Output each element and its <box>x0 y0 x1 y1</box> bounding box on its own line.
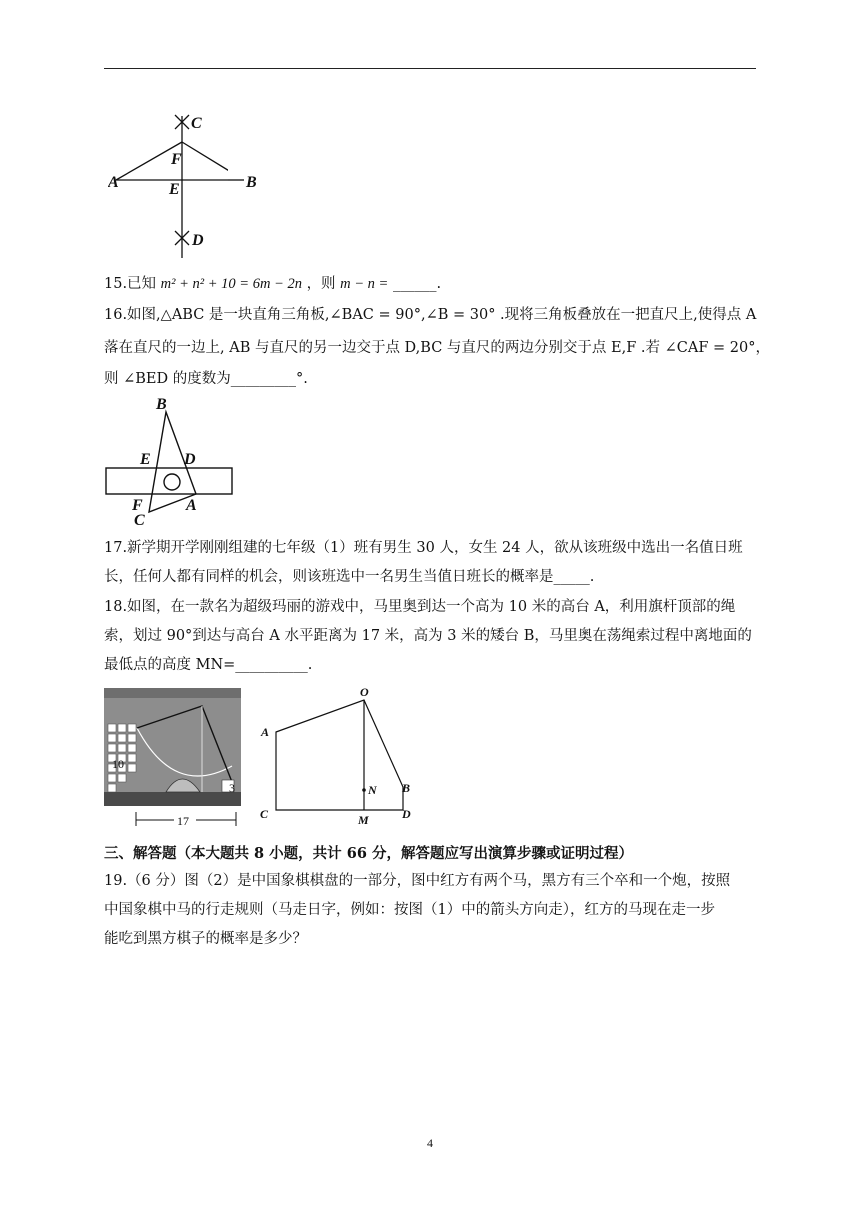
q15-equation: m² + n² + 10 = 6m − 2n <box>160 276 302 292</box>
label-b: B <box>402 781 411 795</box>
question-16-line-3 <box>104 369 308 389</box>
label-m: M <box>358 813 369 827</box>
q17-blank: _____ <box>553 569 590 585</box>
label-d: D <box>192 232 204 249</box>
q15-end: . <box>436 276 442 292</box>
label-a: A <box>108 174 119 191</box>
swing-geometry-diagram <box>256 684 426 830</box>
triangle-hole <box>164 474 180 490</box>
question-18-line-3 <box>104 655 312 675</box>
label-n: N <box>368 783 377 797</box>
question-17-line-1: 17.新学期开学刚刚组建的七年级（1）班有男生 30 人，女生 24 人，欲从该班级中选出一名值日班 <box>104 540 743 556</box>
label-d: D <box>402 807 411 821</box>
label-f: F <box>132 497 143 514</box>
question-19-line-1: 19.（6 分）图（2）是中国象棋棋盘的一部分，图中红方有两个马，黑方有三个卒和一个炮，按照 <box>104 873 731 889</box>
perpendicular-bisector-figure <box>108 108 228 268</box>
question-15 <box>104 274 441 294</box>
label-height-3: 3 <box>229 781 235 795</box>
q17-line-2-suffix: . <box>589 569 595 585</box>
label-b: B <box>246 174 257 190</box>
q18-line-3-prefix: 最低点的高度 MN= <box>104 657 236 673</box>
game-ground <box>104 792 241 806</box>
question-19-line-3: 能吃到黑方棋子的概率是多少？ <box>104 931 307 947</box>
segment-fb <box>182 142 228 180</box>
q15-blank: ______ <box>392 276 437 292</box>
label-a: A <box>261 725 270 739</box>
q15-ask: m − n = <box>340 276 389 292</box>
question-19-line-2: 中国象棋中马的行走规则（马走日字，例如：按图（1）中的箭头方向走），红方的马现在走一步 <box>104 902 715 918</box>
question-17-line-2 <box>104 567 594 587</box>
page-number: 4 <box>427 1136 433 1150</box>
perpendicular-bisector-figure-right <box>228 170 268 190</box>
q15-prefix: 15.已知 <box>104 276 157 292</box>
label-c: C <box>191 115 202 132</box>
question-18-line-1: 18.如图，在一款名为超级玛丽的游戏中，马里奥到达一个高为 10 米的高台 A，利用旗杆顶部的绳 <box>104 599 736 615</box>
q17-line-2-prefix: 长，任何人都有同样的机会，则该班选中一名男生当值日班长的概率是 <box>104 569 554 585</box>
question-16-line-2: 落在直尺的一边上, AB 与直尺的另一边交于点 D,BC 与直尺的两边分别交于点 E,F .若 ∠CAF = 20°， <box>104 340 770 356</box>
header-rule <box>104 68 756 69</box>
question-16-line-1: 16.如图,△ABC 是一块直角三角板,∠BAC = 90°,∠B = 30° .现将三角板叠放在一把直尺上,使得点 A <box>104 307 757 323</box>
label-width-17: 17 <box>177 814 189 828</box>
label-c: C <box>134 512 145 528</box>
label-f: F <box>171 151 182 168</box>
q16-blank: _________ <box>230 371 296 387</box>
label-b: B <box>156 396 167 413</box>
q16-line-3-suffix: °. <box>295 371 308 387</box>
game-hud <box>104 688 241 698</box>
q15-mid: ，则 <box>306 276 336 292</box>
label-e: E <box>140 451 151 468</box>
label-o: O <box>360 685 369 699</box>
q18-blank: __________ <box>235 657 308 673</box>
label-d: D <box>184 451 196 468</box>
label-e: E <box>169 181 180 198</box>
section-3-heading: 三、解答题（本大题共 8 小题，共计 66 分，解答题应写出演算步骤或证明过程） <box>104 845 633 862</box>
triangle-ruler-figure <box>104 394 234 528</box>
q18-line-3-suffix: . <box>307 657 313 673</box>
super-mario-game-screenshot <box>104 688 244 830</box>
label-height-10: 10 <box>112 757 124 771</box>
label-a: A <box>186 497 197 514</box>
diagram-outline <box>276 700 403 810</box>
question-18-line-2: 索，划过 90°到达与高台 A 水平距离为 17 米，高为 3 米的矮台 B，马里奥在荡绳索过程中离地面的 <box>104 628 752 644</box>
label-c: C <box>260 807 269 821</box>
point-n <box>362 788 366 792</box>
q16-line-3-prefix: 则 ∠BED 的度数为 <box>104 371 231 387</box>
